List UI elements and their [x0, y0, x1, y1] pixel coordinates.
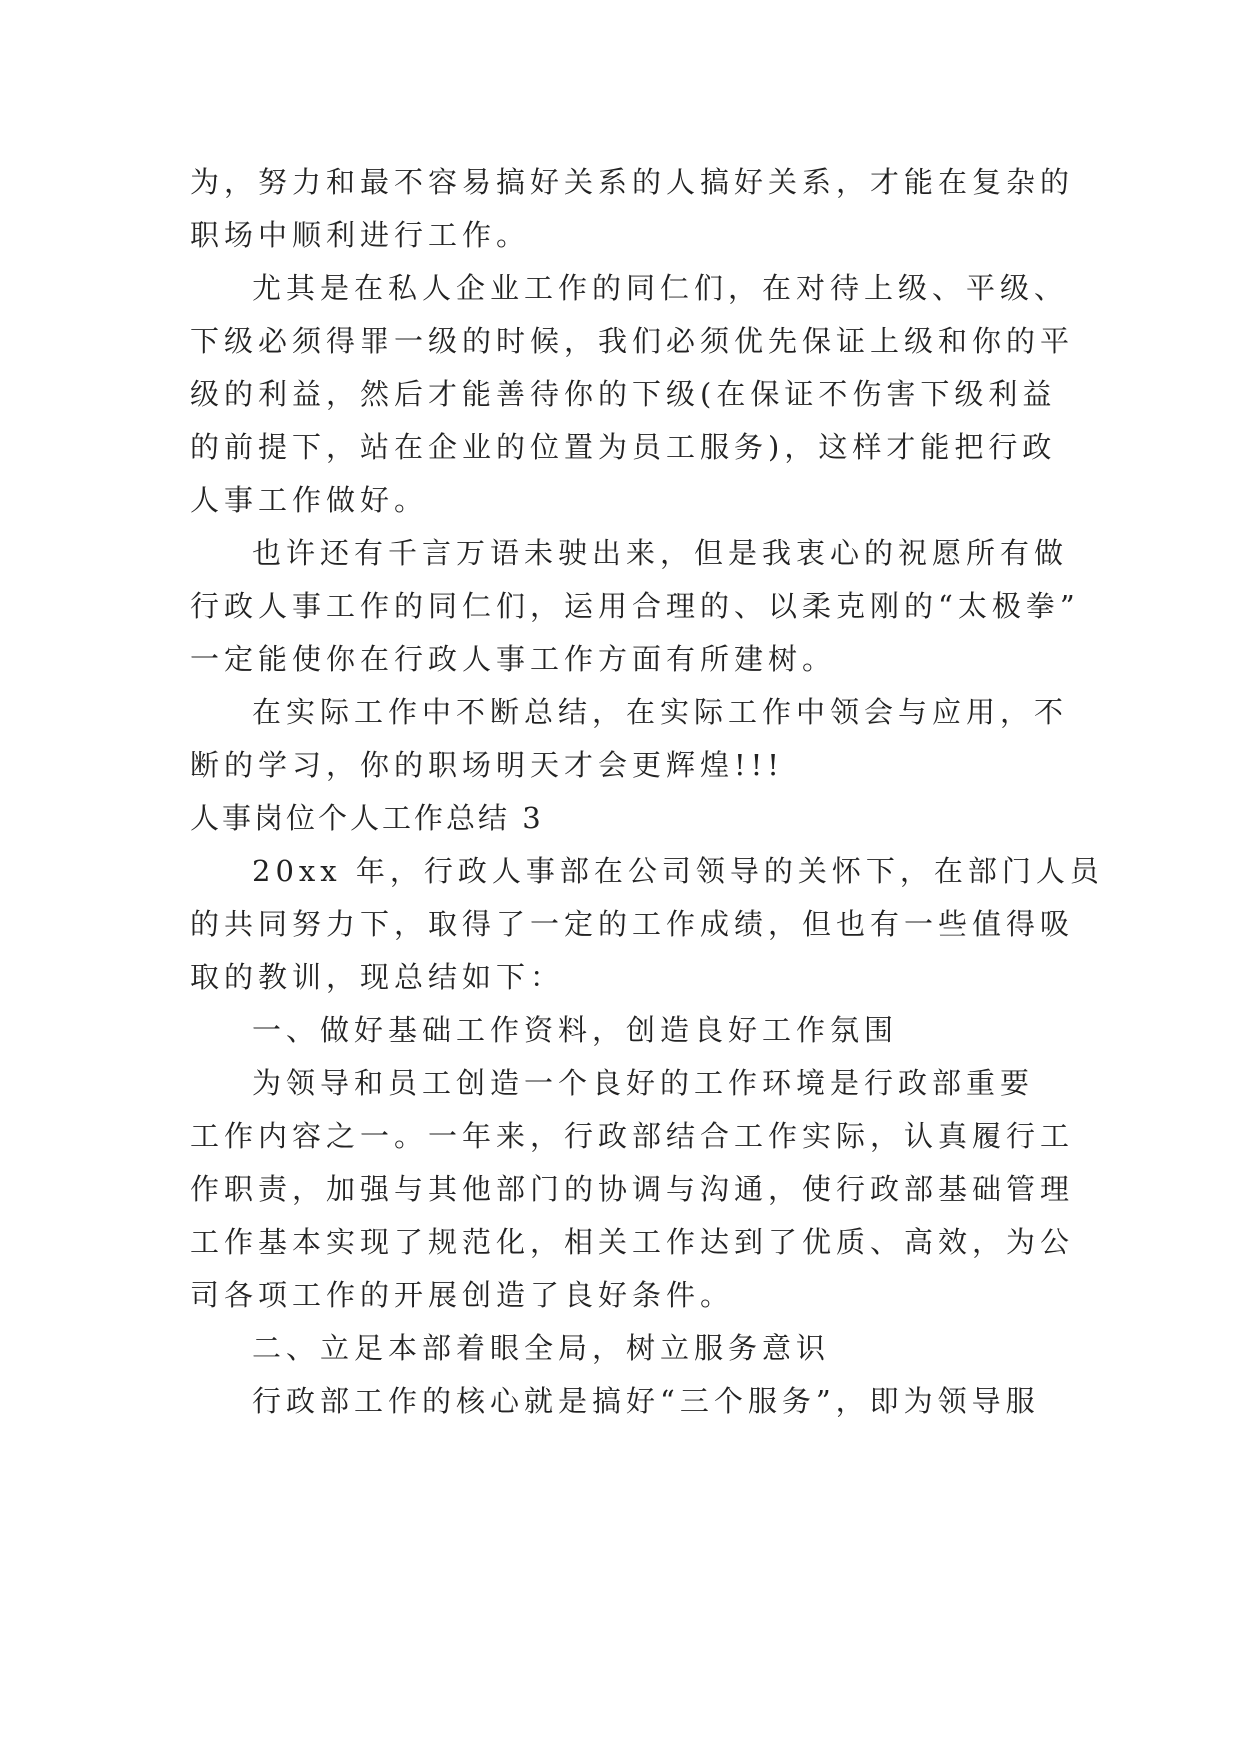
subheading: 二、立足本部着眼全局，树立服务意识 — [252, 1331, 831, 1365]
paragraph-start: 20xx 年，行政人事部在公司领导的关怀下，在部门人员 — [252, 854, 1104, 888]
text-line: 断的学习，你的职场明天才会更辉煌!!! — [190, 748, 784, 782]
paragraph-start: 为领导和员工创造一个良好的工作环境是行政部重要 — [252, 1066, 1035, 1100]
text-line: 的前提下，站在企业的位置为员工服务)，这样才能把行政 — [190, 430, 1057, 464]
section-heading: 人事岗位个人工作总结 3 — [190, 801, 544, 835]
text-line: 为，努力和最不容易搞好关系的人搞好关系，才能在复杂的 — [190, 165, 1075, 199]
text-line: 作职责，加强与其他部门的协调与沟通，使行政部基础管理 — [190, 1172, 1075, 1206]
paragraph-start: 也许还有千言万语未驶出来，但是我衷心的祝愿所有做 — [252, 536, 1069, 570]
text-line: 人事工作做好。 — [190, 483, 429, 517]
paragraph-start: 行政部工作的核心就是搞好“三个服务”，即为领导服 — [252, 1384, 1040, 1418]
text-line: 工作基本实现了规范化，相关工作达到了优质、高效，为公 — [190, 1225, 1075, 1259]
text-line: 行政人事工作的同仁们，运用合理的、以柔克刚的“太极拳” — [190, 589, 1080, 623]
paragraph-start: 在实际工作中不断总结，在实际工作中领会与应用，不 — [252, 695, 1069, 729]
text-line: 取的教训，现总结如下： — [190, 960, 565, 994]
subheading: 一、做好基础工作资料，创造良好工作氛围 — [252, 1013, 899, 1047]
text-line: 职场中顺利进行工作。 — [190, 218, 531, 252]
text-line: 的共同努力下，取得了一定的工作成绩，但也有一些值得吸 — [190, 907, 1075, 941]
text-line: 下级必须得罪一级的时候，我们必须优先保证上级和你的平 — [190, 324, 1075, 358]
text-line: 一定能使你在行政人事工作方面有所建树。 — [190, 642, 837, 676]
text-line: 工作内容之一。一年来，行政部结合工作实际，认真履行工 — [190, 1119, 1075, 1153]
text-line: 司各项工作的开展创造了良好条件。 — [190, 1278, 735, 1312]
paragraph-start: 尤其是在私人企业工作的同仁们，在对待上级、平级、 — [252, 271, 1069, 305]
text-line: 级的利益，然后才能善待你的下级(在保证不伤害下级利益 — [190, 377, 1057, 411]
